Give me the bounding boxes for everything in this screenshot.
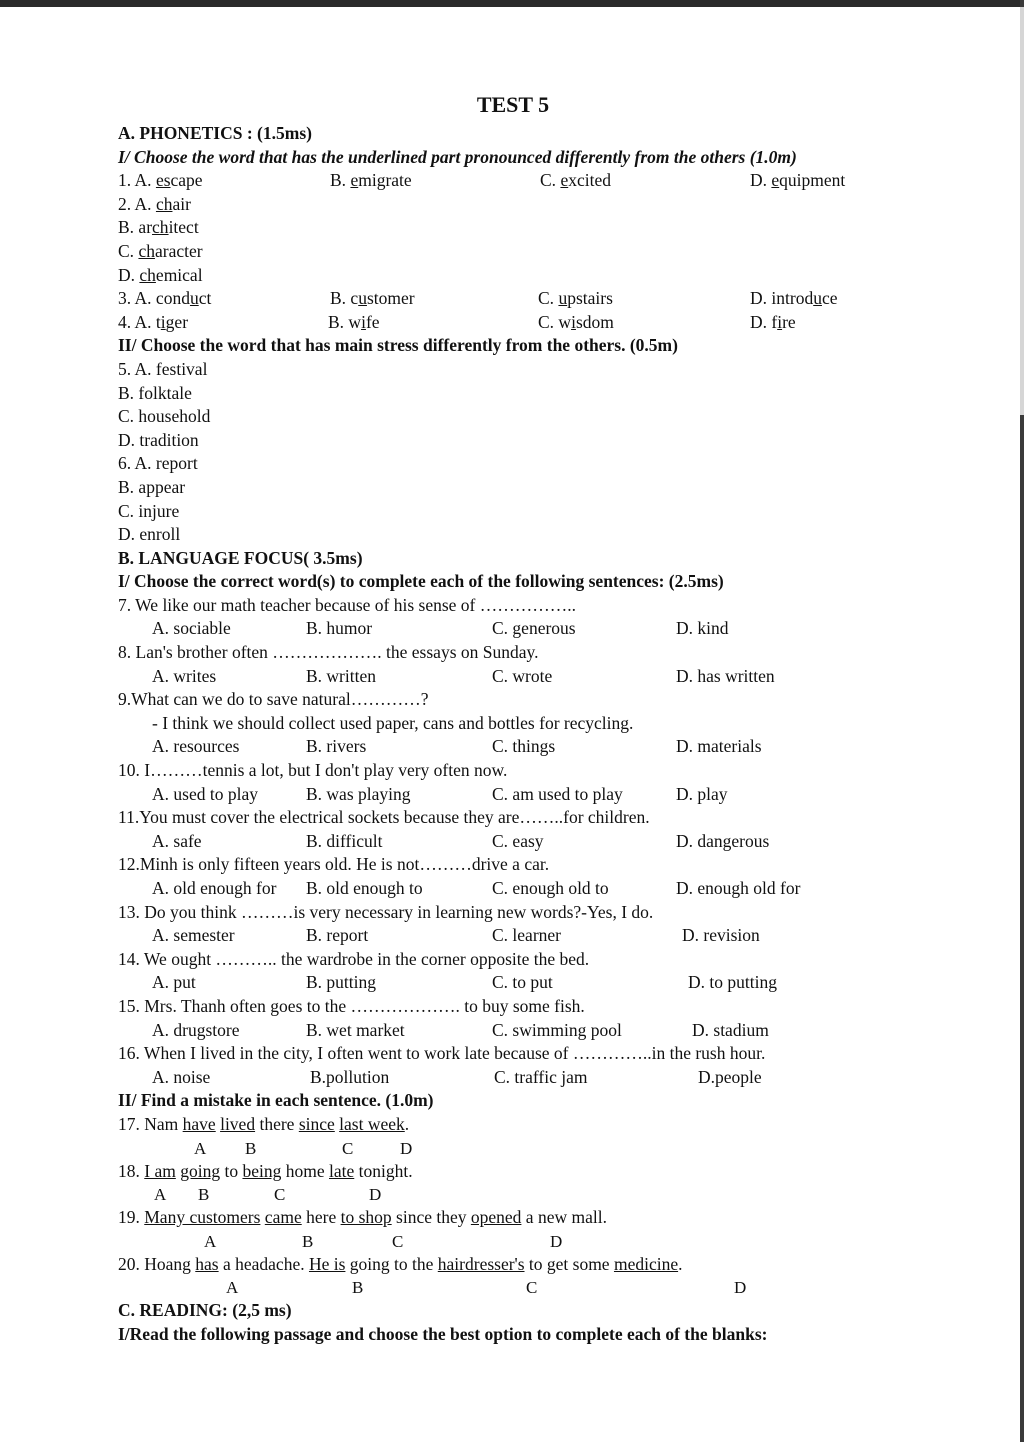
- section-c-part1-instruction: I/Read the following passage and choose the best option to complete each of the blanks:: [118, 1323, 768, 1344]
- section-b-heading: B. LANGUAGE FOCUS( 3.5ms): [118, 547, 363, 568]
- section-b-part1-instruction: I/ Choose the correct word(s) to complete each of the following sentences: (2.5ms): [118, 571, 724, 592]
- question-18: 18. I am going to being home late tonight.: [118, 1160, 413, 1181]
- question-10-options: [118, 783, 918, 807]
- question-12-options: [118, 877, 918, 901]
- question-7-option-b[interactable]: B. humor: [306, 618, 373, 639]
- question-9-option-a[interactable]: A. resources: [152, 736, 240, 757]
- section-b-part2-instruction: II/ Find a mistake in each sentence. (1.0m): [118, 1090, 434, 1111]
- question-10-option-b[interactable]: B. was playing: [306, 783, 411, 804]
- question-14-option-b[interactable]: B. putting: [306, 972, 377, 993]
- question-8-option-b[interactable]: B. written: [306, 665, 376, 686]
- question-2-option-a: 2. A. chair: [118, 193, 191, 214]
- question-13-option-c[interactable]: C. learner: [492, 925, 561, 946]
- question-8-options: [118, 665, 918, 689]
- question-11-stem: 11.You must cover the electrical sockets because they are……..for children.: [118, 807, 650, 828]
- question-9-stem: 9.What can we do to save natural…………?: [118, 689, 429, 710]
- question-2-option-d: D. chemical: [118, 264, 203, 285]
- question-8-stem: 8. Lan's brother often ………………. the essays on Sunday.: [118, 642, 539, 663]
- question-10-option-c[interactable]: C. am used to play: [492, 783, 623, 804]
- page-title: TEST 5: [476, 92, 550, 117]
- section-a-part2-instruction: II/ Choose the word that has main stress differently from the others. (0.5m): [118, 335, 678, 356]
- question-6-option-b: B. appear: [118, 476, 186, 497]
- question-12-option-b[interactable]: B. old enough to: [306, 878, 423, 898]
- question-7-stem: 7. We like our math teacher because of his sense of ……………..: [118, 594, 576, 615]
- question-2-option-b: B. architect: [118, 217, 199, 238]
- question-7-option-a[interactable]: A. sociable: [152, 618, 231, 639]
- question-8-option-c[interactable]: C. wrote: [492, 665, 553, 686]
- question-9-options: [118, 735, 918, 759]
- question-15-options: [118, 1019, 918, 1043]
- section-a-part1-instruction: I/ Choose the word that has the underlined part pronounced differently from the others (1.0m): [118, 146, 797, 167]
- question-20: 20. Hoang has a headache. He is going to the hairdresser's to get some medicine.: [118, 1253, 683, 1274]
- question-8-option-d[interactable]: D. has written: [676, 665, 775, 686]
- question-14-options: [118, 971, 918, 995]
- question-6-option-a: 6. A. report: [118, 453, 198, 474]
- question-14-stem: 14. We ought ……….. the wardrobe in the corner opposite the bed.: [118, 948, 590, 969]
- question-2-option-c: C. character: [118, 240, 203, 261]
- question-13-option-a[interactable]: A. semester: [152, 925, 235, 946]
- question-20-letters: A B C D: [226, 1278, 747, 1298]
- question-9-option-d[interactable]: D. materials: [676, 736, 762, 757]
- question-11-options: [118, 830, 918, 854]
- question-11-option-c[interactable]: C. easy: [492, 830, 544, 851]
- question-13-option-d[interactable]: D. revision: [682, 925, 760, 946]
- question-11-option-d[interactable]: D. dangerous: [676, 830, 770, 851]
- question-11-option-a[interactable]: A. safe: [152, 830, 202, 851]
- question-17-letters: A B C D: [194, 1138, 413, 1158]
- question-16-option-c[interactable]: C. traffic jam: [494, 1066, 588, 1087]
- question-7-options: [118, 617, 918, 641]
- question-15-option-a[interactable]: A. drugstore: [152, 1019, 240, 1040]
- section-c-heading: C. READING: (2,5 ms): [118, 1300, 292, 1321]
- question-13-option-b[interactable]: B. report: [306, 925, 369, 946]
- question-19: 19. Many customers came here to shop since they opened a new mall.: [118, 1207, 607, 1228]
- question-5-option-d: D. tradition: [118, 429, 199, 450]
- question-5-option-b: B. folktale: [118, 382, 192, 403]
- question-1: 1. A. escape B. emigrate C. excited D. equipment: [118, 170, 846, 191]
- question-9-answer-line: - I think we should collect used paper, cans and bottles for recycling.: [152, 712, 634, 733]
- question-10-option-d[interactable]: D. play: [676, 783, 728, 804]
- question-6-option-d: D. enroll: [118, 524, 181, 545]
- question-14-option-d[interactable]: D. to putting: [688, 972, 777, 993]
- question-6-option-c: C. injure: [118, 500, 180, 521]
- question-15-option-b[interactable]: B. wet market: [306, 1019, 405, 1040]
- question-12-stem: 12.Minh is only fifteen years old. He is not………drive a car.: [118, 854, 550, 875]
- question-13-options: [118, 924, 918, 948]
- question-16-options: [118, 1066, 918, 1090]
- question-16-option-d[interactable]: D.people: [698, 1066, 762, 1087]
- multiple-choice-questions: [118, 594, 918, 1089]
- question-5-option-a: 5. A. festival: [118, 358, 208, 379]
- question-10-option-a[interactable]: A. used to play: [152, 783, 258, 804]
- question-8-option-a[interactable]: A. writes: [152, 665, 217, 686]
- question-9-option-c[interactable]: C. things: [492, 736, 556, 757]
- test-page: [118, 92, 918, 1347]
- question-16-stem: 16. When I lived in the city, I often went to work late because of …………..in the rush hour.: [118, 1043, 766, 1064]
- question-3: 3. A. conduct B. customer C. upstairs D. introduce: [118, 288, 838, 309]
- question-18-letters: A B C D: [154, 1185, 382, 1205]
- question-15-option-c[interactable]: C. swimming pool: [492, 1019, 622, 1040]
- question-11-option-b[interactable]: B. difficult: [306, 830, 383, 851]
- question-17: 17. Nam have lived there since last week.: [118, 1113, 410, 1134]
- question-10-stem: 10. I………tennis a lot, but I don't play very often now.: [118, 760, 508, 781]
- question-9-option-b[interactable]: B. rivers: [306, 736, 367, 757]
- section-a-heading: A. PHONETICS : (1.5ms): [118, 123, 312, 143]
- question-4: 4. A. tiger B. wife C. wisdom D. fire: [118, 311, 796, 332]
- question-15-stem: 15. Mrs. Thanh often goes to the ………………. to buy some fish.: [118, 995, 585, 1016]
- question-16-option-b[interactable]: B.pollution: [310, 1066, 390, 1087]
- question-14-option-c[interactable]: C. to put: [492, 972, 553, 993]
- question-14-option-a[interactable]: A. put: [152, 972, 196, 993]
- question-7-option-d[interactable]: D. kind: [676, 618, 729, 639]
- question-7-option-c[interactable]: C. generous: [492, 618, 576, 639]
- question-16-option-a[interactable]: A. noise: [152, 1066, 211, 1087]
- top-border: [0, 0, 1024, 7]
- scrollbar-thumb[interactable]: [1020, 7, 1024, 415]
- question-12-option-d[interactable]: D. enough old for: [676, 878, 801, 898]
- question-12-option-c[interactable]: C. enough old to: [492, 878, 609, 898]
- question-19-letters: A B C D: [204, 1231, 563, 1251]
- question-13-stem: 13. Do you think ………is very necessary in learning new words?-Yes, I do.: [118, 901, 654, 922]
- question-5-option-c: C. household: [118, 406, 211, 427]
- question-15-option-d[interactable]: D. stadium: [692, 1019, 769, 1040]
- question-12-option-a[interactable]: A. old enough for: [152, 878, 277, 898]
